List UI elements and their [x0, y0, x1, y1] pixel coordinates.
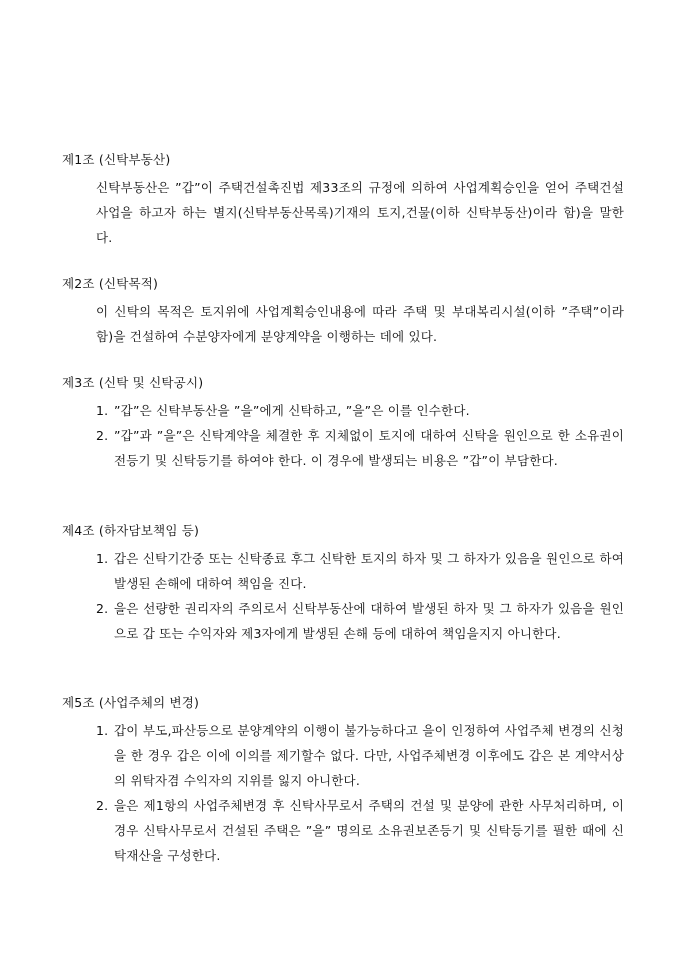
article-2: [62, 275, 632, 349]
item-number: 1.: [96, 551, 109, 566]
item-number: 2.: [96, 798, 109, 813]
list-item: [96, 398, 624, 423]
article-3: [62, 374, 632, 473]
item-number: 1.: [96, 723, 109, 738]
article-paragraph: 이 신탁의 목적은 토지위에 사업계획승인내용에 따라 주택 및 부대복리시설(이하 ”주택”이라 함)을 건설하여 수분양자에게 분양계약을 이행하는 데에 있다.: [96, 304, 624, 344]
list-item: [96, 423, 624, 473]
item-text: 을은 선량한 권리자의 주의로서 신탁부동산에 대하여 발생된 하자 및 그 하자가 있음을 원인으로 갑 또는 수익자와 제3자에게 발생된 손해 등에 대하여 책임을지지 아니한다.: [114, 601, 624, 641]
article-heading: 제4조 (하자담보책임 등): [62, 523, 200, 538]
list-item: [96, 596, 624, 646]
item-text: 갑은 신탁기간중 또는 신탁종료 후그 신탁한 토지의 하자 및 그 하자가 있음을 원인으로 하여 발생된 손해에 대하여 책임을 진다.: [114, 551, 624, 591]
item-number: 2.: [96, 428, 109, 443]
item-text: 갑이 부도,파산등으로 분양계약의 이행이 불가능하다고 을이 인정하여 사업주체 변경의 신청을 한 경우 갑은 이에 이의를 제기할수 없다. 다만, 사업주체변경 이후에도 갑은 본 계약서상의 위탁자겸 수익자의 지위를 잃지 아니한다.: [114, 723, 624, 788]
article-heading: 제5조 (사업주체의 변경): [62, 695, 200, 710]
item-number: 1.: [96, 403, 109, 418]
article-4: [62, 522, 632, 646]
article-1: [62, 151, 632, 250]
item-text: ”갑”은 신탁부동산을 ”을”에게 신탁하고, ”을”은 이를 인수한다.: [114, 403, 470, 418]
list-item: [96, 546, 624, 596]
list-item: [96, 718, 624, 793]
article-5: [62, 694, 632, 868]
item-number: 2.: [96, 601, 109, 616]
article-heading: 제3조 (신탁 및 신탁공시): [62, 375, 204, 390]
article-heading: 제2조 (신탁목적): [62, 276, 159, 291]
article-paragraph: 신탁부동산은 ”갑”이 주택건설촉진법 제33조의 규정에 의하여 사업계획승인을 얻어 주택건설사업을 하고자 하는 별지(신탁부동산목록)기재의 토지,건물(이하 신탁부동산)이라 함)을 말한다.: [96, 180, 624, 245]
item-text: 을은 제1항의 사업주체변경 후 신탁사무로서 주택의 건설 및 분양에 관한 사무처리하며, 이 경우 신탁사무로서 건설된 주택은 ”을” 명의로 소유권보존등기 및 신탁등기를 필한 때에 신탁재산을 구성한다.: [114, 798, 624, 863]
item-text: ”갑”과 ”을”은 신탁계약을 체결한 후 지체없이 토지에 대하여 신탁을 원인으로 한 소유권이전등기 및 신탁등기를 하여야 한다. 이 경우에 발생되는 비용은 ”갑”이 부담한다.: [114, 428, 624, 468]
article-heading: 제1조 (신탁부동산): [62, 152, 171, 167]
list-item: [96, 793, 624, 868]
